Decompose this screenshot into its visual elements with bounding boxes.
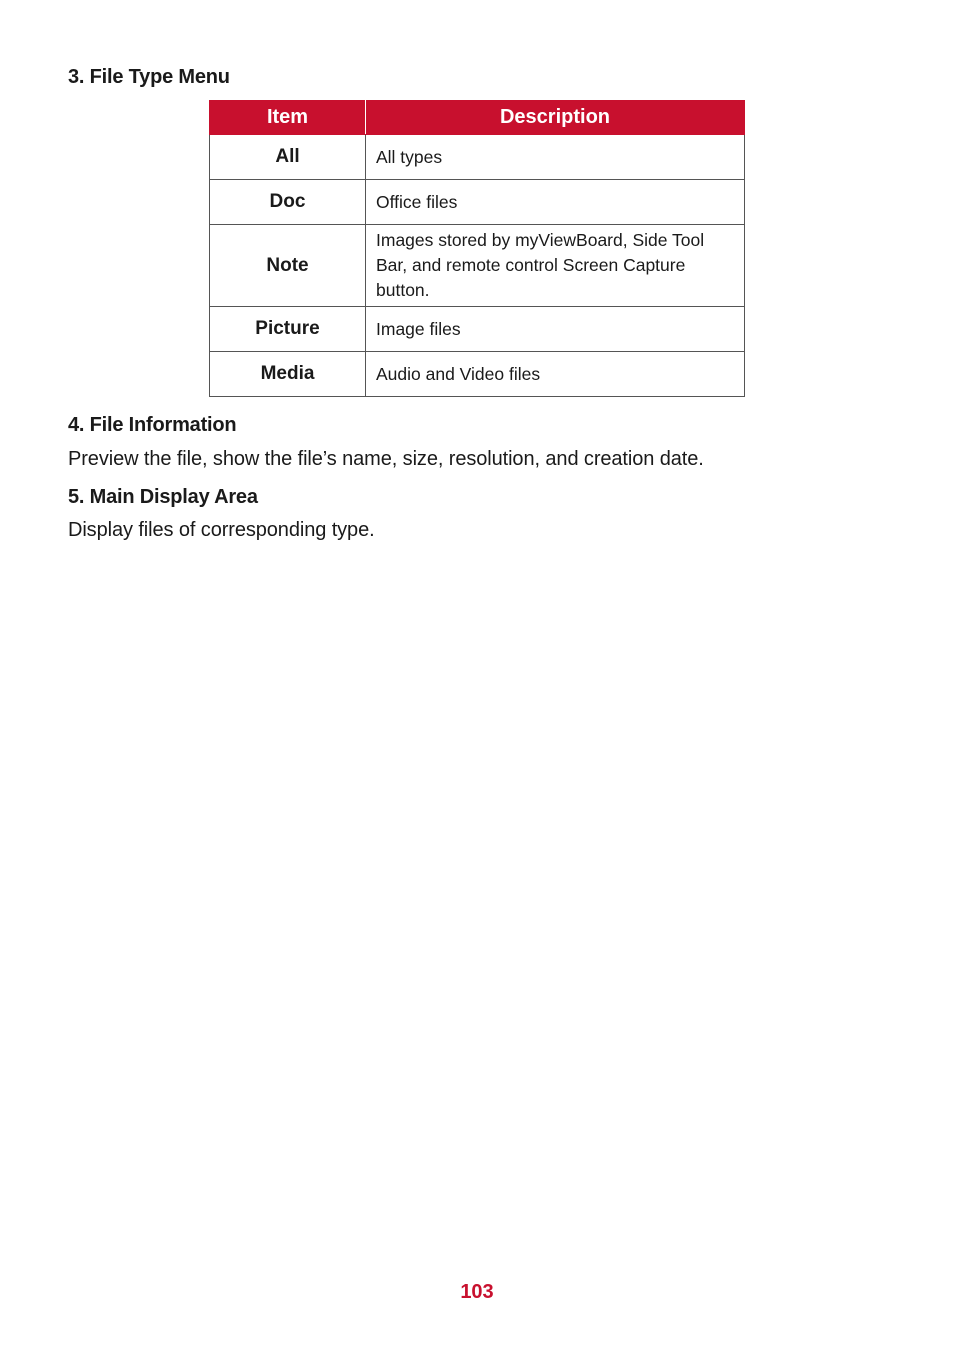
item-cell: Doc bbox=[210, 180, 366, 225]
description-cell: Office files bbox=[366, 180, 745, 225]
table-row bbox=[210, 180, 745, 225]
table-row bbox=[210, 225, 745, 307]
description-cell: Image files bbox=[366, 307, 745, 352]
item-cell: Note bbox=[210, 225, 366, 307]
column-header-item: Item bbox=[210, 101, 366, 135]
section-heading-file-information: 4. File Information bbox=[68, 414, 237, 436]
table-row bbox=[210, 352, 745, 397]
description-cell: Images stored by myViewBoard, Side Tool Bar, and remote control Screen Capture button. bbox=[366, 225, 745, 307]
table-row bbox=[210, 135, 745, 180]
section-heading-file-type-menu: 3. File Type Menu bbox=[68, 66, 230, 88]
column-header-description: Description bbox=[366, 101, 745, 135]
item-cell: Media bbox=[210, 352, 366, 397]
page-number: 103 bbox=[460, 1281, 494, 1303]
file-type-table bbox=[209, 100, 745, 397]
table-header-row bbox=[210, 101, 745, 135]
item-cell: All bbox=[210, 135, 366, 180]
item-cell: Picture bbox=[210, 307, 366, 352]
description-cell: All types bbox=[366, 135, 745, 180]
description-cell: Audio and Video files bbox=[366, 352, 745, 397]
main-display-area-description: Display files of corresponding type. bbox=[68, 519, 375, 541]
section-heading-main-display-area: 5. Main Display Area bbox=[68, 486, 258, 508]
table-row bbox=[210, 307, 745, 352]
file-information-description: Preview the file, show the file’s name, size, resolution, and creation date. bbox=[68, 448, 704, 470]
